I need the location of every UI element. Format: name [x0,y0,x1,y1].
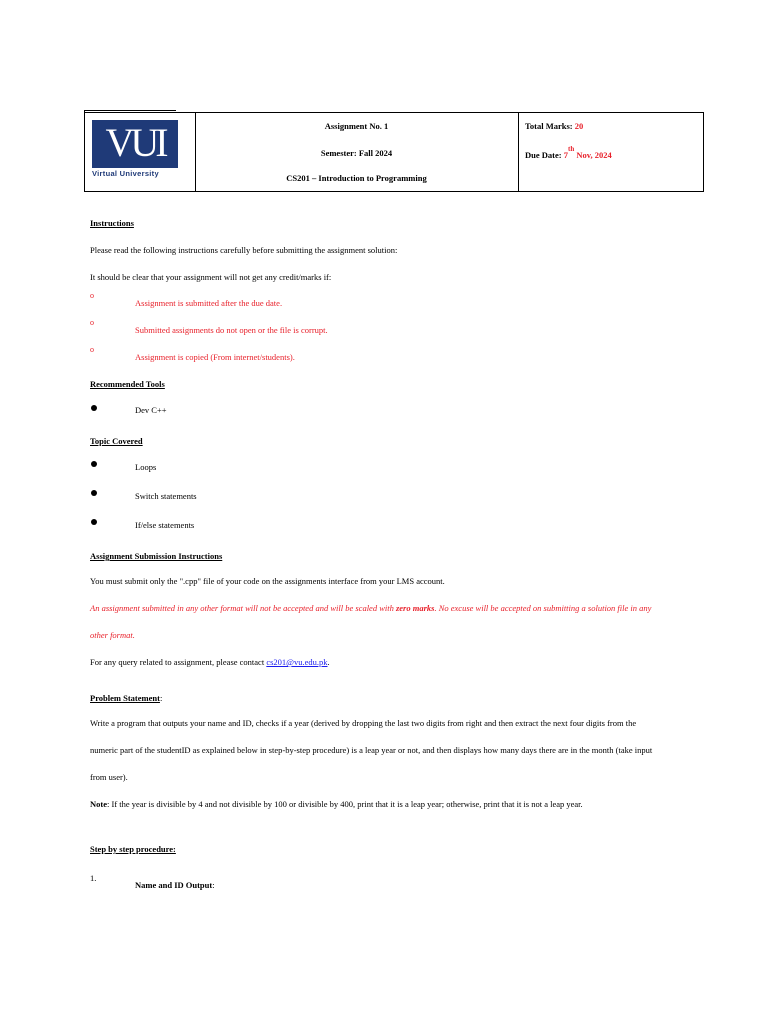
problem-line-1: Write a program that outputs your name and ID, checks if a year (derived by dropping the last two digits from right and then extract the next four digits from the [90,718,637,728]
total-marks: Total Marks: 20 [525,121,584,131]
total-marks-label: Total Marks [525,121,570,131]
course-title: CS201 – Introduction to Programming [286,173,427,183]
step-title-text: Name and ID Output [135,880,213,890]
problem-note [90,799,583,809]
due-date-day: 7 [563,149,568,160]
instructions-line-1: Please read the following instructions carefully before submitting the assignment solution: [90,245,398,255]
submission-heading: Assignment Submission Instructions [90,551,223,561]
instruction-item: Submitted assignments do not open or the file is corrupt. [135,325,328,335]
problem-heading-wrap [90,693,162,703]
header-title-cell [195,113,519,191]
problem-heading-colon: : [159,693,163,703]
contact-line [90,657,330,667]
submission-warning-bold: zero marks [395,603,435,613]
contact-end: . [327,657,330,667]
circle-bullet-icon: o [90,291,94,300]
problem-heading: Problem Statement [90,693,160,703]
topics-heading: Topic Covered [90,436,143,446]
assignment-number: Assignment No. 1 [324,121,389,131]
submission-warning-b: . No excuse will be accepted on submitting a solution file in any [434,603,652,613]
bullet-icon [91,461,97,467]
submission-line-1: You must submit only the ".cpp" file of your code on the assignments interface from your LMS account. [90,576,445,586]
note-text: : If the year is divisible by 4 and not divisible by 100 or divisible by 400, print that it is a leap year; otherwise, print that it is not a leap year. [107,799,583,809]
bullet-icon [91,519,97,525]
bullet-icon [91,490,97,496]
vu-logo-subtitle: Virtual University [92,169,159,178]
topic-item: Loops [135,462,157,472]
due-date-suffix: th [567,145,575,153]
problem-line-3: from user). [90,772,128,782]
circle-bullet-icon: o [90,318,94,327]
header-marks-cell [518,113,703,191]
due-date: Due Date: 7th Nov, 2024 [525,145,612,160]
bullet-icon [91,405,97,411]
total-marks-value: 20 [574,121,584,131]
vu-logo [92,120,178,168]
tool-item: Dev C++ [135,405,167,415]
submission-warning-end: other format. [90,630,135,640]
topic-item: If/else statements [135,520,195,530]
steps-heading: Step by step procedure: [90,844,176,854]
submission-warning-a: An assignment submitted in any other format will not be accepted and will be scaled with [90,603,396,613]
instructions-heading: Instructions [90,218,134,228]
tools-heading: Recommended Tools [90,379,165,389]
header-logo-cell [85,113,196,191]
header-table [84,112,704,192]
contact-email-link[interactable]: cs201@vu.edu.pk [266,657,328,667]
submission-warning [90,603,651,613]
circle-bullet-icon: o [90,345,94,354]
instruction-item: Assignment is submitted after the due date. [135,298,283,308]
topic-item: Switch statements [135,491,197,501]
step-title [135,880,215,890]
due-date-rest: Nov, 2024 [574,149,612,160]
due-date-label: Due Date [525,149,559,160]
instructions-line-2: It should be clear that your assignment will not get any credit/marks if: [90,272,332,282]
step-title-suffix: : [212,880,215,890]
instruction-item: Assignment is copied (From internet/students). [135,352,295,362]
semester-label: Semester: Fall 2024 [320,148,393,158]
step-number: 1. [90,873,97,883]
vu-logo-text: VUI [105,120,165,165]
note-label: Note [90,799,107,809]
contact-text: For any query related to assignment, please contact [90,657,267,667]
problem-line-2: numeric part of the studentID as explained below in step-by-step procedure) is a leap year or not, and then displays how many days there are in the month (take input [90,745,653,755]
